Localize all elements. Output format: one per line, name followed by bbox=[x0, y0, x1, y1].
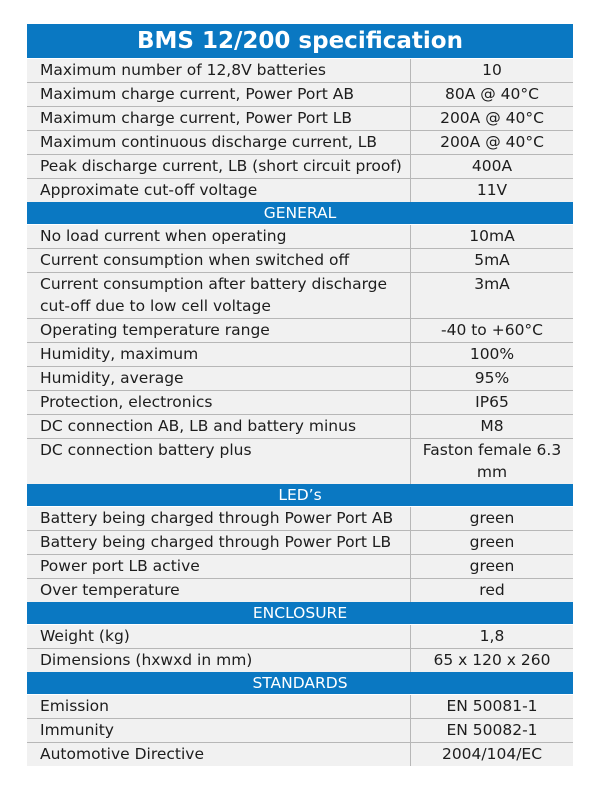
spec-row bbox=[27, 83, 573, 107]
spec-value: EN 50082-1 bbox=[446, 721, 538, 739]
spec-section bbox=[27, 602, 573, 672]
spec-label: Automotive Directive bbox=[27, 743, 411, 766]
spec-row bbox=[27, 343, 573, 367]
spec-section bbox=[27, 484, 573, 602]
spec-value: 200A @ 40°C bbox=[440, 133, 544, 151]
spec-label: Current consumption when switched off bbox=[27, 249, 411, 272]
spec-row bbox=[27, 391, 573, 415]
spec-value: 100% bbox=[469, 345, 515, 363]
spec-label: Humidity, average bbox=[27, 367, 411, 390]
spec-label: Battery being charged through Power Port AB bbox=[27, 507, 411, 530]
spec-row bbox=[27, 625, 573, 649]
spec-value: EN 50081-1 bbox=[446, 697, 538, 715]
spec-label: Operating temperature range bbox=[27, 319, 411, 342]
spec-label: Current consumption after battery discharge cut-off due to low cell voltage bbox=[27, 273, 411, 318]
spec-value: 400A bbox=[471, 157, 513, 175]
spec-row bbox=[27, 273, 573, 319]
spec-value: 95% bbox=[474, 369, 510, 387]
spec-value: 1,8 bbox=[479, 627, 505, 645]
spec-value: green bbox=[469, 557, 515, 575]
section-heading: STANDARDS bbox=[27, 672, 573, 695]
section-heading: GENERAL bbox=[27, 202, 573, 225]
spec-row bbox=[27, 555, 573, 579]
spec-value: 2004/104/EC bbox=[441, 745, 543, 763]
spec-label: Dimensions (hxwxd in mm) bbox=[27, 649, 411, 672]
spec-label: No load current when operating bbox=[27, 225, 411, 248]
spec-label: Immunity bbox=[27, 719, 411, 742]
spec-label: Protection, electronics bbox=[27, 391, 411, 414]
spec-value: 3mA bbox=[474, 275, 510, 293]
spec-label: DC connection AB, LB and battery minus bbox=[27, 415, 411, 438]
spec-value: green bbox=[469, 533, 515, 551]
spec-value: 5mA bbox=[474, 251, 510, 269]
spec-row bbox=[27, 579, 573, 602]
spec-value: 65 x 120 x 260 bbox=[433, 651, 551, 669]
spec-label: Emission bbox=[27, 695, 411, 718]
spec-row bbox=[27, 59, 573, 83]
spec-value: 200A @ 40°C bbox=[440, 109, 544, 127]
spec-label: Power port LB active bbox=[27, 555, 411, 578]
spec-row bbox=[27, 743, 573, 766]
spec-row bbox=[27, 155, 573, 179]
spec-value: 11V bbox=[476, 181, 508, 199]
spec-section bbox=[27, 672, 573, 766]
spec-row bbox=[27, 225, 573, 249]
spec-label: Over temperature bbox=[27, 579, 411, 602]
section-heading: LED’s bbox=[27, 484, 573, 507]
spec-row bbox=[27, 319, 573, 343]
spec-value: Faston female 6.3 mm bbox=[422, 441, 562, 481]
spec-label: Battery being charged through Power Port LB bbox=[27, 531, 411, 554]
spec-row bbox=[27, 695, 573, 719]
spec-row bbox=[27, 131, 573, 155]
spec-row bbox=[27, 179, 573, 202]
spec-label: Peak discharge current, LB (short circuit proof) bbox=[27, 155, 411, 178]
spec-label: Approximate cut-off voltage bbox=[27, 179, 411, 202]
spec-row bbox=[27, 507, 573, 531]
spec-value: 80A @ 40°C bbox=[445, 85, 539, 103]
spec-value: IP65 bbox=[475, 393, 509, 411]
spec-row bbox=[27, 249, 573, 273]
spec-value: M8 bbox=[480, 417, 504, 435]
section-heading: ENCLOSURE bbox=[27, 602, 573, 625]
spec-label: Maximum charge current, Power Port LB bbox=[27, 107, 411, 130]
spec-title: BMS 12/200 specification bbox=[27, 24, 573, 59]
spec-row bbox=[27, 415, 573, 439]
spec-label: Humidity, maximum bbox=[27, 343, 411, 366]
spec-row bbox=[27, 439, 573, 484]
spec-value: 10 bbox=[482, 61, 502, 79]
spec-label: Weight (kg) bbox=[27, 625, 411, 648]
spec-value: red bbox=[479, 581, 505, 599]
spec-body bbox=[27, 59, 573, 766]
spec-value: 10mA bbox=[469, 227, 515, 245]
spec-label: DC connection battery plus bbox=[27, 439, 411, 484]
spec-section bbox=[27, 202, 573, 484]
spec-value: green bbox=[469, 509, 515, 527]
spec-row bbox=[27, 367, 573, 391]
spec-row bbox=[27, 531, 573, 555]
spec-row bbox=[27, 719, 573, 743]
spec-table bbox=[27, 24, 573, 766]
spec-label: Maximum charge current, Power Port AB bbox=[27, 83, 411, 106]
spec-value: -40 to +60°C bbox=[440, 321, 543, 339]
spec-row bbox=[27, 649, 573, 672]
spec-label: Maximum continuous discharge current, LB bbox=[27, 131, 411, 154]
spec-section bbox=[27, 59, 573, 202]
spec-label: Maximum number of 12,8V batteries bbox=[27, 59, 411, 82]
spec-row bbox=[27, 107, 573, 131]
